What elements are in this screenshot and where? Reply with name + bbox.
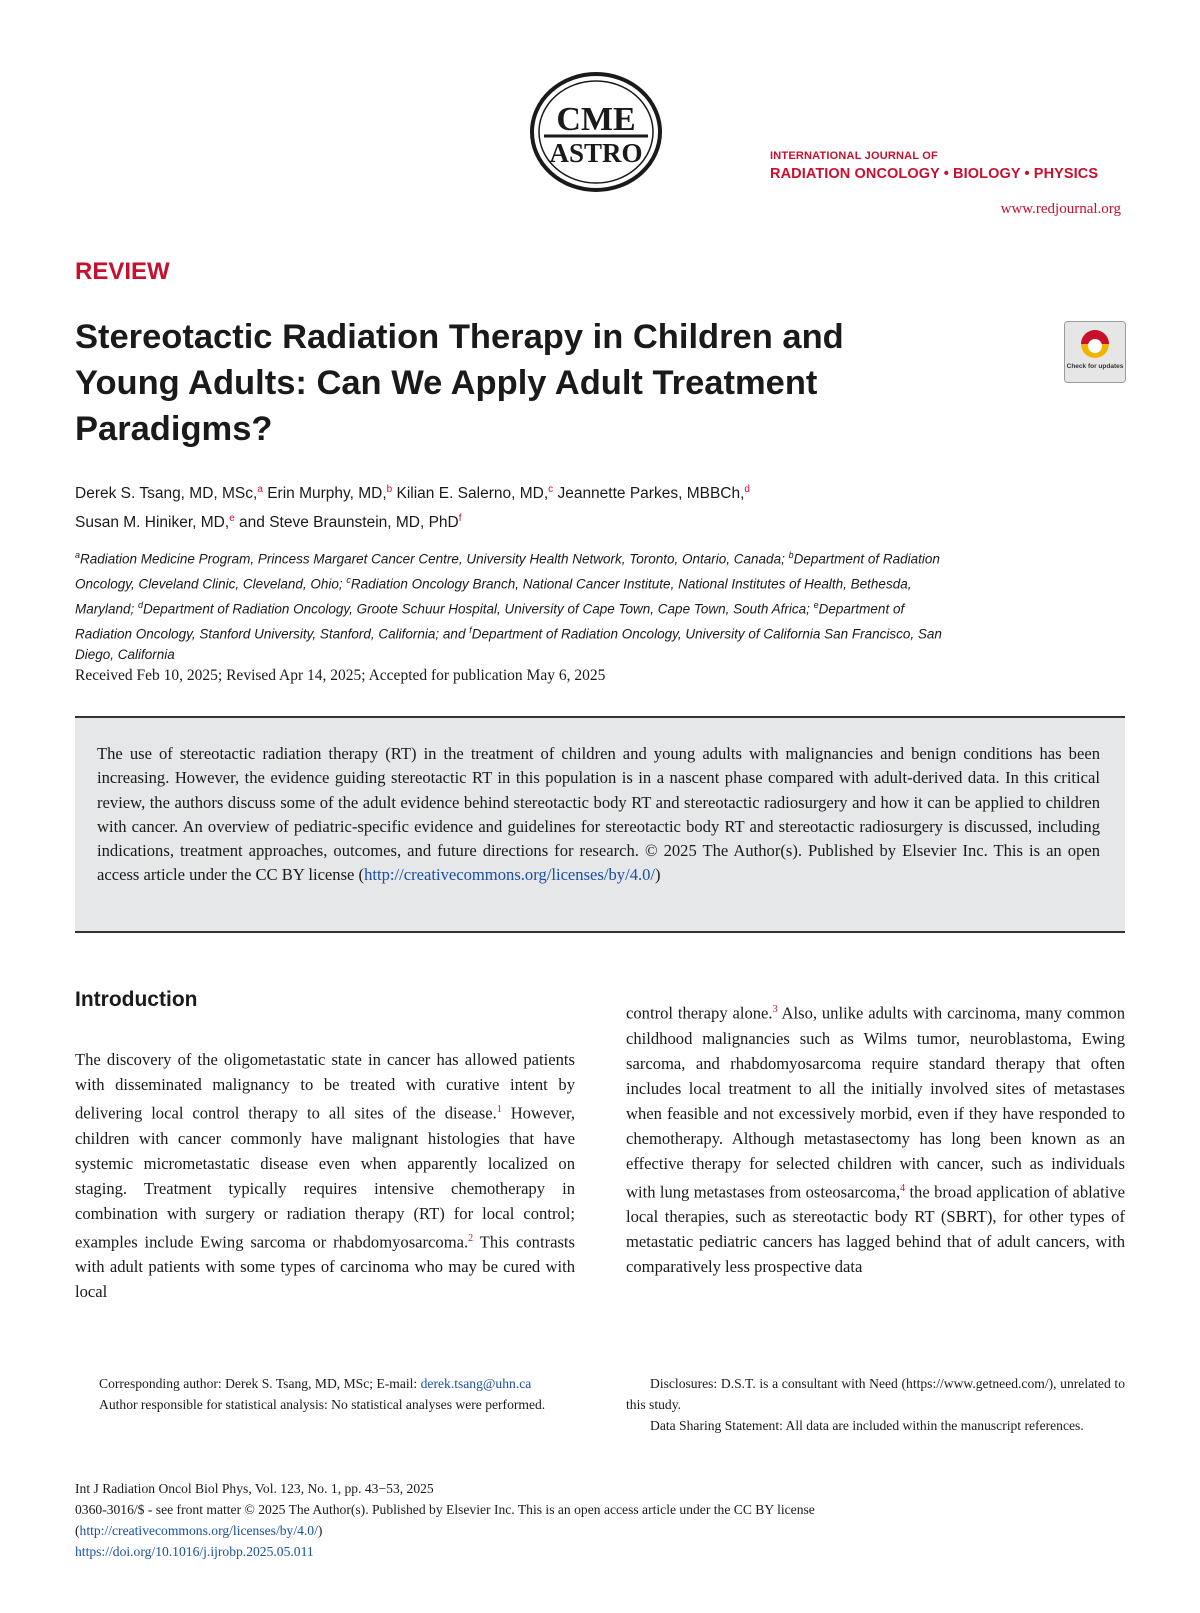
- citation-ref[interactable]: 1: [496, 1104, 502, 1115]
- article-type: REVIEW: [75, 258, 170, 285]
- logo-text-top: CME: [556, 101, 636, 138]
- corresponding-author-text: Corresponding author: Derek S. Tsang, MD, MSc; E-mail:: [99, 1376, 421, 1391]
- footnotes-left: [75, 1373, 575, 1415]
- body-column-left: [75, 1047, 575, 1304]
- author-affiliation-marker: c: [548, 484, 554, 495]
- citation-ref[interactable]: 3: [772, 1004, 778, 1015]
- paragraph-text: However, children with cancer commonly have malignant histologies that have systemic micrometastatic disease even when apparently localized on staging. Treatment typically requires intensive chemotherapy in combination with surgery or radiation therapy (RT) for local control; examples include Ewing sarcoma or rhabdomyosarcoma.: [75, 1103, 575, 1252]
- journal-name: RADIATION ONCOLOGY • BIOLOGY • PHYSICS: [770, 166, 1099, 182]
- author-name: Derek S. Tsang, MD, MSc,: [75, 485, 258, 503]
- paren: (: [75, 1523, 80, 1538]
- author-affiliation-marker: f: [458, 513, 462, 525]
- doi-link[interactable]: https://doi.org/10.1016/j.ijrobp.2025.05.011: [75, 1544, 314, 1559]
- paragraph-text: This contrasts with adult patients with some types of carcinoma who may be cured with local: [75, 1232, 576, 1302]
- author-affiliation-marker: e: [229, 513, 235, 525]
- abstract-box: [75, 716, 1125, 933]
- author-affiliation-marker: a: [257, 484, 263, 495]
- author-affiliation-marker: b: [386, 484, 393, 495]
- footnotes-right: [626, 1373, 1125, 1436]
- crossmark-label: Check for updates: [1066, 363, 1124, 370]
- author-name: Erin Murphy, MD,: [262, 485, 387, 503]
- page-footer: [75, 1478, 1075, 1562]
- affiliation-text: Department of Radiation Oncology, Cleveland Clinic, Cleveland, Ohio;: [75, 551, 940, 592]
- copyright-line: 0360-3016/$ - see front matter © 2025 The Author(s). Published by Elsevier Inc. This is an open access article under the CC BY license: [75, 1502, 815, 1517]
- affiliation-marker: e: [813, 600, 819, 610]
- license-link[interactable]: http://creativecommons.org/licenses/by/4.0/: [364, 865, 656, 885]
- affiliation-text: Department of Radiation Oncology, University of California San Francisco, San Diego, California: [75, 626, 942, 662]
- journal-url-link[interactable]: www.redjournal.org: [1000, 201, 1121, 217]
- license-line: [75, 1520, 1075, 1541]
- article-dates: Received Feb 10, 2025; Revised Apr 14, 2025; Accepted for publication May 6, 2025: [75, 667, 606, 684]
- affiliation-text: Radiation Medicine Program, Princess Margaret Cancer Centre, University Health Network, Toronto, Ontario, Canada;: [80, 551, 789, 567]
- corresponding-author-note: [75, 1373, 575, 1394]
- paragraph-text: The discovery of the oligometastatic state in cancer has allowed patients with disseminated malignancy to be treated with curative intent by delivering local control therapy to all sites of the disease.: [75, 1050, 575, 1123]
- author-affiliation-marker: d: [744, 484, 750, 495]
- abstract-body: The use of stereotactic radiation therapy (RT) in the treatment of children and young adults with malignancies and benign conditions has been increasing. However, the evidence guiding stereotactic RT in this population is in a nascent phase compared with adult-derived data. In this critical review, the authors discuss some of the adult evidence behind stereotactic body RT and stereotactic radiosurgery and how it can be applied to children with cancer. An overview of pediatric-specific evidence and guidelines for stereotactic body RT and stereotactic radiosurgery is discussed, including indications, treatment approaches, outcomes, and future directions for research. © 2025 The Author(s). Published by Elsevier Inc. This is an open access article under the CC BY license (: [97, 744, 1100, 885]
- affiliation-text: Department of Radiation Oncology, Stanford University, Stanford, California; and: [75, 601, 905, 642]
- affiliation-marker: b: [788, 550, 794, 560]
- section-heading-introduction: Introduction: [75, 988, 198, 1011]
- article-title: Stereotactic Radiation Therapy in Children and Young Adults: Can We Apply Adult Treatment Paradigms?: [75, 318, 844, 448]
- email-link[interactable]: derek.tsang@uhn.ca: [420, 1376, 532, 1391]
- citation-ref[interactable]: 4: [900, 1182, 906, 1194]
- cme-astro-logo: [528, 70, 664, 194]
- paragraph-text: Also, unlike adults with carcinoma, many common childhood malignancies such as Wilms tumor, neuroblastoma, Ewing sarcoma, and rhabdomyosarcoma require standard therapy that often includes local treatment to all the initially involved sites of metastases when feasible and not excessively morbid, even if they have responded to chemotherapy. Although metastasectomy has long been known as an effective therapy for selected children with cancer, such as individuals with lung metastases from osteosarcoma,: [626, 1003, 1126, 1202]
- author-name: Kilian E. Salerno, MD,: [392, 485, 549, 503]
- author-list: [75, 477, 1125, 535]
- paragraph-text: control therapy alone.: [626, 1003, 773, 1023]
- citation-ref[interactable]: 2: [468, 1232, 474, 1244]
- citation-line: Int J Radiation Oncol Biol Phys, Vol. 123, No. 1, pp. 43−53, 2025: [75, 1481, 434, 1496]
- check-for-updates-icon[interactable]: [1064, 321, 1126, 383]
- affiliation-marker: c: [346, 575, 351, 585]
- data-sharing-note: Data Sharing Statement: All data are included within the manuscript references.: [650, 1418, 1084, 1433]
- abstract-text: [97, 742, 1100, 888]
- author-name: and Steve Braunstein, MD, PhD: [234, 514, 459, 532]
- author-name: Susan M. Hiniker, MD,: [75, 514, 230, 532]
- author-name: Jeannette Parkes, MBBCh,: [553, 485, 745, 503]
- abstract-close: ): [655, 865, 661, 885]
- affiliations: [75, 545, 955, 666]
- journal-prefix: INTERNATIONAL JOURNAL OF: [770, 150, 938, 162]
- statistics-note: Author responsible for statistical analysis: No statistical analyses were performed.: [99, 1397, 546, 1412]
- affiliation-text: Radiation Oncology Branch, National Cancer Institute, National Institutes of Health, Bethesda, Maryland;: [75, 576, 912, 617]
- affiliation-text: Department of Radiation Oncology, Groote Schuur Hospital, University of Cape Town, Cape Town, South Africa;: [143, 601, 814, 617]
- paren: ): [317, 1523, 323, 1538]
- paragraph-text: the broad application of ablative local therapies, such as stereotactic body RT (SBRT), for other types of metastatic pediatric cancers has lagged behind that of adult cancers, with comparatively less prospective data: [626, 1182, 1125, 1277]
- logo-text-bottom: ASTRO: [549, 138, 643, 168]
- affiliation-marker: f: [469, 625, 472, 635]
- affiliation-marker: d: [138, 600, 144, 610]
- footer-license-link[interactable]: http://creativecommons.org/licenses/by/4.0/: [79, 1523, 318, 1538]
- affiliation-marker: a: [75, 550, 81, 560]
- body-column-right: [626, 997, 1125, 1279]
- disclosures-note: Disclosures: D.S.T. is a consultant with Need (https://www.getneed.com/), unrelated to this study.: [626, 1376, 1125, 1412]
